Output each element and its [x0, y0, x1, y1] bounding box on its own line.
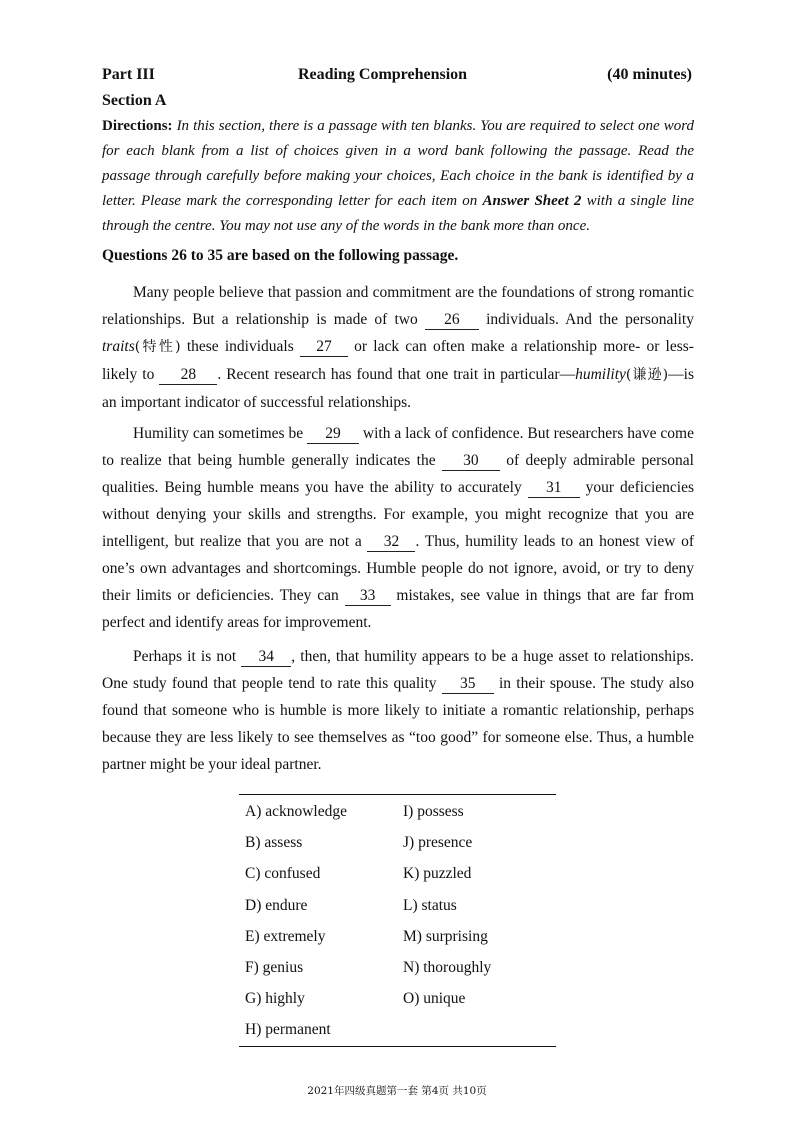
word-option-m: M) surprising — [403, 927, 488, 945]
answer-sheet-ref: Answer Sheet 2 — [482, 193, 582, 209]
word-bank — [239, 794, 556, 1047]
passage-text: Humility can sometimes be — [133, 425, 307, 442]
blank-27: 27 — [300, 338, 348, 357]
passage-text: mistakes, see value in things that are far from perfect and identify areas for improvement. — [102, 587, 695, 631]
word-option-n: N) thoroughly — [403, 958, 492, 976]
blank-34: 34 — [241, 648, 291, 667]
part-title: Reading Comprehension — [298, 66, 468, 83]
word-option-g: G) highly — [245, 990, 305, 1008]
passage-text: your deficiencies without denying your skills and strengths. For example, you might recognize that you are intelligent, but realize that you are not a — [102, 479, 694, 550]
page-footer: 2021年四级真题第一套 第4页 共10页 — [307, 1085, 487, 1097]
blank-33: 33 — [345, 587, 391, 606]
part-header — [102, 66, 692, 88]
passage-text: , then, that humility appears to be a huge asset to relationships. One study found that people tend to rate this quality — [102, 648, 694, 692]
blank-35: 35 — [442, 675, 494, 694]
blank-26: 26 — [425, 311, 479, 330]
word-option-l: L) status — [403, 896, 457, 914]
word-option-c: C) confused — [245, 865, 321, 883]
passage-text: in their spouse. The study also found that someone who is humble is more likely to initiate a romantic relationship, perhaps because they are less likely to see themselves as “too good” for someone else. Thus, a humble partner might be your ideal partner. — [102, 675, 694, 773]
time-limit: (40 minutes) — [607, 66, 692, 83]
passage-text: with a lack of confidence. But researchers have come to realize that being humble generally indicates the — [102, 425, 694, 469]
directions-text-1: In this section, there is a passage with ten blanks. You are required to select one word for each blank from a list of choices given in a word bank following the passage. Read the passage through carefully before making your choices, Each choice in the bank is identified by a letter. Please mark the corresponding letter for each item on — [102, 118, 694, 209]
passage-text: . Thus, humility leads to an honest view of one’s own advantages and shortcomings. Humble people do not ignore, avoid, or try to deny their limits or deficiencies. They can — [102, 533, 694, 604]
passage-text: individuals. And the personality — [478, 311, 694, 328]
word-option-k: K) puzzled — [403, 865, 472, 883]
passage-text: of deeply admirable personal qualities. Being humble means you have the ability to accurately — [102, 452, 694, 496]
passage-paragraph-3 — [102, 643, 694, 778]
word-option-i: I) possess — [403, 803, 464, 820]
blank-31: 31 — [528, 479, 580, 498]
word-option-o: O) unique — [403, 990, 466, 1008]
passage-paragraph-1 — [102, 279, 694, 416]
directions-label: Directions: — [102, 118, 173, 134]
passage-text: . Recent research has found that one trait in particular— — [217, 366, 576, 383]
word-option-e: E) extremely — [245, 927, 326, 945]
blank-28: 28 — [159, 366, 217, 385]
section-label: Section A — [102, 92, 167, 109]
word-option-d: D) endure — [245, 896, 308, 914]
directions — [102, 114, 694, 239]
blank-29: 29 — [307, 425, 359, 444]
part-label: Part III — [102, 66, 155, 83]
blank-32: 32 — [367, 533, 415, 552]
word-bank-column-left — [245, 801, 347, 1051]
word-bank-column-right — [403, 801, 491, 1019]
passage-text: Many people believe that passion and commitment are the foundations of strong romantic relationships. But a relationship is made of two — [102, 284, 694, 328]
passage-text: —is an important indicator of successful relationships. — [102, 366, 694, 411]
directions-text-2: with a single line through the centre. You may not use any of the words in the bank more than once. — [102, 193, 694, 234]
term-humility-gloss: (谦逊) — [625, 367, 669, 383]
questions-heading: Questions 26 to 35 are based on the following passage. — [102, 247, 459, 264]
word-option-b: B) assess — [245, 834, 303, 852]
term-traits-gloss: (特性) — [134, 339, 181, 355]
passage-paragraph-2 — [102, 420, 694, 636]
word-option-j: J) presence — [403, 834, 473, 852]
passage-text: or lack can often make a relationship more- or less- likely to — [102, 338, 694, 383]
word-option-f: F) genius — [245, 958, 304, 976]
term-traits: traits — [102, 338, 135, 355]
passage-text: these individuals — [180, 338, 300, 355]
word-option-a: A) acknowledge — [245, 803, 347, 820]
passage-text: Perhaps it is not — [133, 648, 242, 665]
word-option-h: H) permanent — [245, 1021, 331, 1039]
blank-30: 30 — [442, 452, 500, 471]
term-humility: humility — [575, 366, 626, 383]
